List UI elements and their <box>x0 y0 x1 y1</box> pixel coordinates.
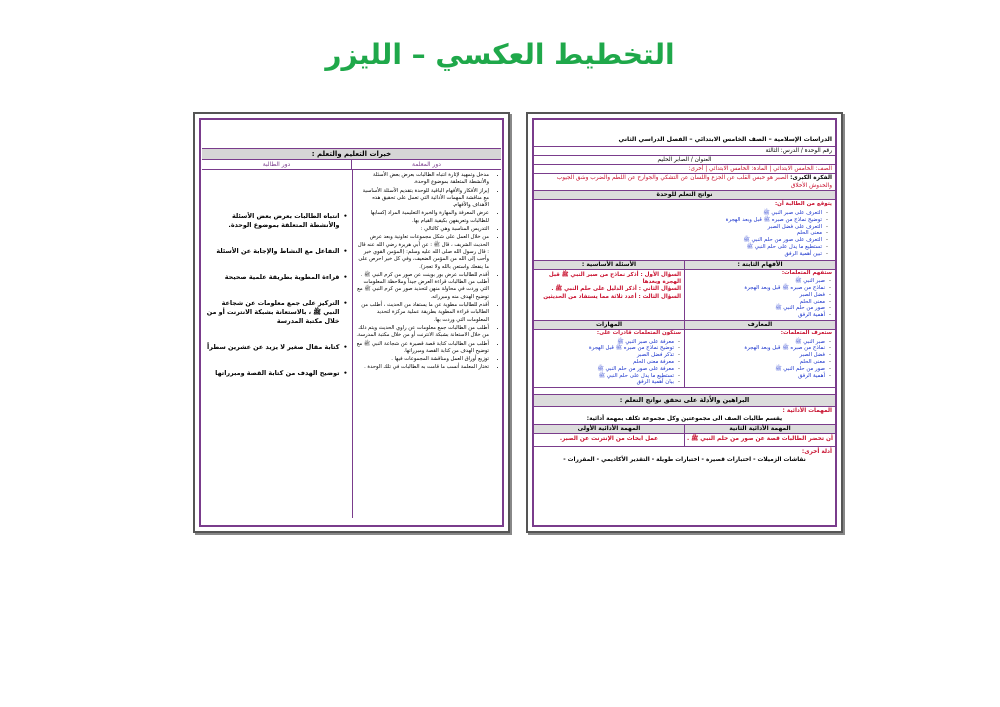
understandings-questions-row <box>534 261 835 321</box>
list-item: - توضيح نماذج من صبره ﷺ قبل الهجرة <box>536 345 674 352</box>
list-item: - معرفة على صور من حلم النبي ﷺ <box>536 366 674 373</box>
task-two-text: أن تحضر الطالبات قصة عن صور من حلم النبي ﷺ . <box>687 436 833 443</box>
big-idea-row <box>534 174 835 191</box>
unit-row <box>534 147 835 156</box>
list-item: - توضيح نماذج من صبره ﷺ قبل وبعد الهجرة <box>539 217 822 224</box>
expect-label: يتوقع من الطالبة أن: <box>774 201 832 208</box>
question-item: السؤال الثالث : أعدد ثلاثة مما يستفاد من الحديثين <box>543 293 681 300</box>
list-item: • من خلال العمل على شكل مجموعات تعاونية وبعد عرض الحديث الشريف ، قال ﷺ : عن أبي هريرة رضي الله عنه قال : قال رسول الله صلى الله عليه وسلم: (المؤمن القوي خير وأحب إلى الله من المؤمن الضعيف، وفي كل خير احرص على ما ينفعك واستعن بالله ولا تعجز). <box>356 234 490 270</box>
list-item: - معنى الحلم <box>539 230 822 237</box>
plan-header <box>534 120 835 146</box>
unit-line: رقم الوحدة / الدرس: الثالثة <box>765 148 832 155</box>
list-item: • انتباه الطالبات بعرض بعض الأسئلة والأنشطة المتعلقة بموضوع الوحدة. <box>205 212 340 230</box>
list-item: - صبر النبي ﷺ <box>687 339 825 346</box>
list-item: - تذكر فضل الصبر <box>536 352 674 359</box>
role-columns <box>202 170 501 518</box>
list-item: • توزيع أوراق العمل ومناقشة المجموعات فيها . <box>356 356 490 363</box>
tasks-intro: يقسم طالبات الصف الى مجموعتين وكل مجموعة تكلف بمهمة أدائية: <box>586 415 783 422</box>
list-item: - معنى الحلم <box>687 299 825 306</box>
big-idea-cell <box>534 174 835 190</box>
outcomes-title: نواتج التعلم للوحدة <box>534 191 835 200</box>
student-role-list <box>205 172 349 378</box>
lesson-plan-page-left <box>193 112 510 533</box>
list-item: - صور من حلم النبي ﷺ <box>687 305 825 312</box>
performance-tasks-table <box>534 424 835 447</box>
list-item: - معرفة على صبر النبي ﷺ <box>536 339 674 346</box>
student-role-column <box>202 170 352 518</box>
list-item: - التعرف على فضل الصبر <box>539 224 822 231</box>
knowledge-cell <box>684 321 835 387</box>
student-role-header: دور الطالبة <box>262 161 291 168</box>
task-two-cell <box>684 425 835 446</box>
understandings-list <box>685 277 835 320</box>
skills-title: المهارات <box>534 321 684 330</box>
list-item: - معرفة معنى الحلم <box>536 359 674 366</box>
big-idea-text: الصبر هو حبس القلب عن الجزع واللسان عن التشكي والجوارح عن اللطم والضرب وشق الجيوب والخدوش الأخلاق <box>556 175 832 190</box>
list-item: - نماذج من صبره ﷺ قبل وبعد الهجرة <box>687 285 825 292</box>
list-item: • عرض المعرفة والمهارة والخبرة التعليمية المراد إكسابها للطالبات وتعريفهن بكيفية القيام بها. <box>356 210 490 225</box>
list-item: • أقدم للطالبات مطوية عن ما يستفاد من الحديث ، أطلب من الطالبات قراءة المطوية بطريقة عملية مركزة لتحديد المعلومات التي وردت بها. <box>356 302 490 324</box>
list-item: • أطلب من الطالبات جمع معلومات عن راوي الحديث ويتم ذلك من خلال الاستعانة بشبكة الانترنت أو من خلال مكتبة المدرسة. <box>356 325 490 340</box>
title-row <box>534 156 835 165</box>
other-evidence-label: أدلة أخرى: <box>801 448 832 455</box>
list-item: • التركيز على جمع معلومات عن شجاعة النبي ﷺ ، بالاستعانة بشبكة الانترنت أو من خلال مكتبة المدرسة <box>205 299 340 326</box>
list-item: • توضيح الهدف من كتابة القصة ومبرراتها <box>205 369 340 378</box>
list-item: - تبين أهمية الرفق <box>539 251 822 258</box>
list-item: • قراءة المطوية بطريقة علمية صحيحة <box>205 273 340 282</box>
list-item: - التعرف على صبر النبي ﷺ <box>539 210 822 217</box>
teacher-role-list <box>356 172 499 372</box>
list-item: - تستطيع ما يدل على حلم النبي ﷺ <box>539 244 822 251</box>
list-item: - فضل الصبر <box>687 292 825 299</box>
understandings-title: الأفهام الثابتة : <box>685 261 835 270</box>
list-item: • تختار المعلمة أنسب ما قامت به الطالبات في تلك الوحدة . <box>356 364 490 371</box>
list-item: - أهمية الرفق <box>687 373 825 380</box>
list-item: - فضل الصبر <box>687 352 825 359</box>
list-item: - نماذج من صبره ﷺ قبل وبعد الهجرة <box>687 345 825 352</box>
tasks-intro-box <box>534 407 835 424</box>
lesson-plan-page-right <box>526 112 843 533</box>
left-page-frame <box>199 118 504 527</box>
task-one-title: المهمة الأدائية الأولى <box>534 425 684 434</box>
list-item: • إبراز الأفكار والأفهام الباقية للوحدة بتقديم الأسئلة الأساسية مع مناقشة المهمات الأدائية التي تعمل على تحقيق هذه الأهداف والأفهام. <box>356 188 490 210</box>
list-item: • كتابة مقال صغير لا يزيد عن عشرين سطراً <box>205 343 340 352</box>
understandings-cell <box>684 261 835 320</box>
list-item: - التعرف على صور من حلم النبي ﷺ <box>539 237 822 244</box>
learning-experiences-title: خبرات التعليم والتعلم : <box>202 149 501 160</box>
list-item: • مدخل وتمهيد لإثارة انتباه الطالبات بعرض بعض الأسئلة والأنشطة المتعلقة بموضوع الوحدة. <box>356 172 490 187</box>
big-idea-label: الفكرة الكبرى: <box>790 175 832 182</box>
other-evidence-text: نقاشات الزميلات - اختبارات قصيرة - اختبارات طويلة - التقدير الأكاديمي - المقررات - <box>563 456 806 463</box>
grade-line: الصف: الخامس الابتدائي | المادة: الخامس الابتدائي | أخرى: <box>688 166 832 173</box>
expectations-box <box>534 200 835 260</box>
list-item: - صبر النبي ﷺ <box>687 278 825 285</box>
skills-list <box>534 338 684 388</box>
list-item: • التدريس المناسبة وهي كالتالي : <box>356 226 490 233</box>
essential-questions-cell <box>534 261 684 320</box>
question-item: السؤال الأول : أذكر نماذج من صبر النبي ﷺ قبل الهجرة وبعدها <box>548 271 681 285</box>
list-item: - أهمية الرفق <box>687 312 825 319</box>
list-item: • التفاعل مع النشاط والإجابة عن الأسئلة <box>205 247 340 256</box>
list-item: - صور من حلم النبي ﷺ <box>687 366 825 373</box>
plan-info-box <box>534 146 835 465</box>
know-label: ستعرف المتعلمات: <box>780 329 832 336</box>
question-item: السؤال الثاني : أذكر الدليل على حلم النبي ﷺ . <box>551 286 681 293</box>
page-title: التخطيط العكسي – الليزر <box>325 38 675 71</box>
list-item: • أطلب من الطالبات كتابة قصة قصيرة عن شجاعة النبي ﷺ مع توضيح الهدف من كتابة القصة ومبرراتها. <box>356 341 490 356</box>
essential-questions-list <box>534 270 684 304</box>
other-evidence-box <box>534 447 835 465</box>
title-line: العنوان / الصابر الحليم <box>657 157 712 164</box>
subject-header-line: الدراسات الإسلامية – الصف الخامس الابتدائي – الفصل الدراسي الثاني <box>618 136 832 143</box>
evidence-title: البراهين والأدلة على تحقق نواتج التعلم : <box>534 394 835 407</box>
task-one-text: عمل ابحاث من الإنترنت عن الصبر. <box>559 436 659 443</box>
grade-row <box>534 165 835 174</box>
list-item: - تستطيع ما يدل على حلم النبي ﷺ <box>536 373 674 380</box>
tasks-label: المهمات الأدائية : <box>782 408 832 415</box>
essential-questions-title: الأسئلة الأساسية : <box>534 261 684 270</box>
task-two-title: المهمة الأدائية الثانية <box>685 425 835 434</box>
skills-cell <box>534 321 684 387</box>
teacher-role-column <box>352 170 502 518</box>
teacher-role-header: دور المعلمة <box>351 160 501 169</box>
list-item: - بيان أهمية الرفق <box>536 379 674 386</box>
table-column-headers <box>202 160 501 170</box>
learning-experiences-table <box>202 148 501 517</box>
list-item: - معنى الحلم <box>687 359 825 366</box>
knowledge-title: المعارف <box>685 321 835 330</box>
list-item: • أقدم للطالبات عرض بور بوينت عن صور من كرم النبي ﷺ . أطلب من الطالبات قراءة العرض جيداً وملاحظة المعلومات التي وردت في محاولة منهن لتحديد صور من كرم النبي ﷺ مع توضيح الهدف منه ومبرراته. <box>356 272 490 301</box>
understand-label: ستفهم المتعلمات: <box>781 269 832 276</box>
right-page-frame <box>532 118 837 527</box>
task-one-cell <box>534 425 684 446</box>
knowledge-skills-row <box>534 321 835 388</box>
expectations-list <box>537 209 832 259</box>
knowledge-list <box>685 338 835 381</box>
skills-label: ستكون المتعلمات قادرات على: <box>596 329 681 336</box>
